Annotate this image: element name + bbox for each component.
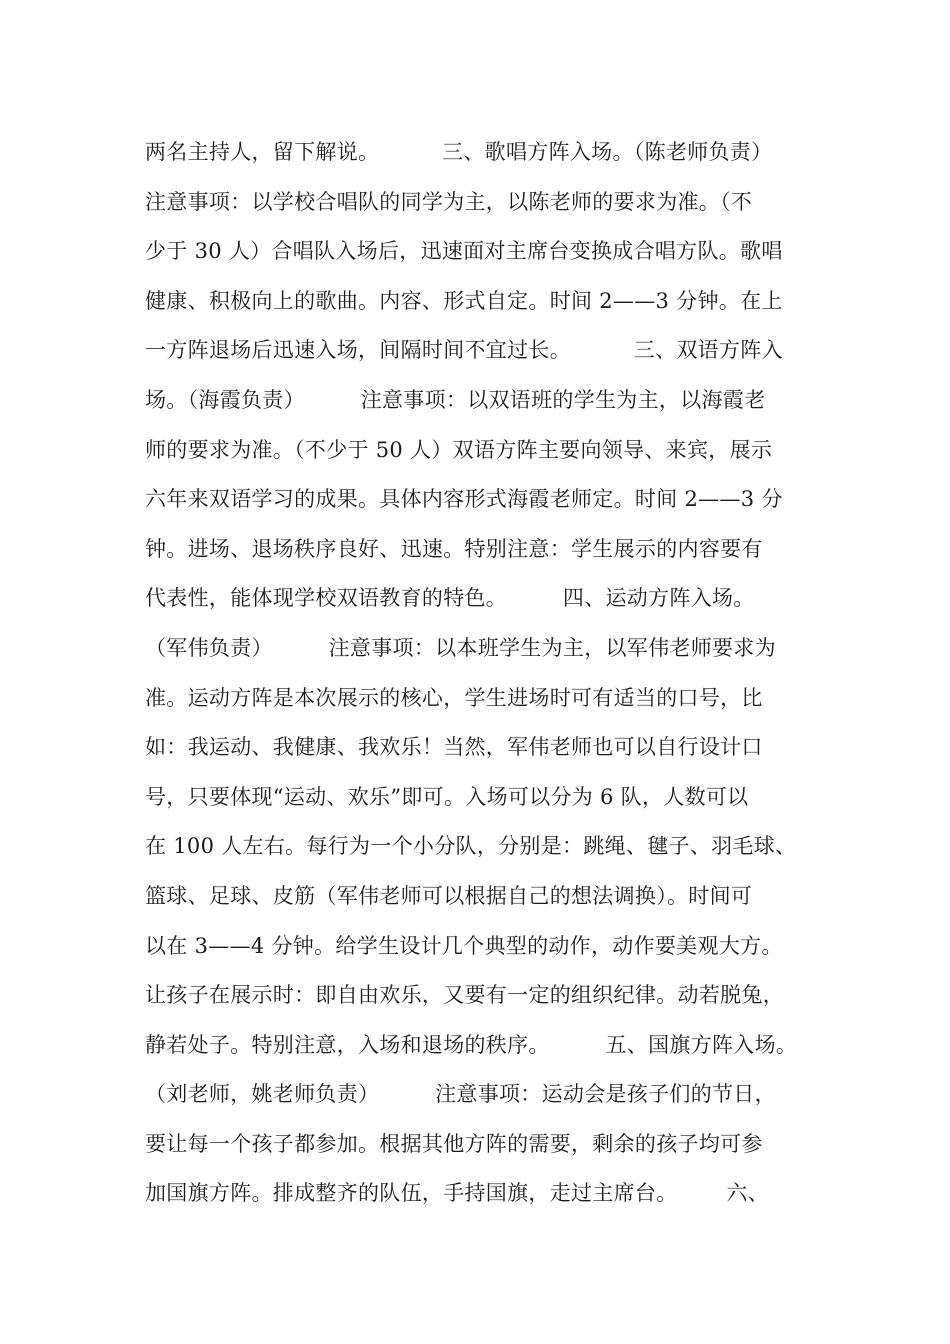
text-line: 钟。进场、退场秩序良好、迅速。特别注意：学生展示的内容要有	[145, 536, 763, 561]
text-line: 号，只要体现“运动、欢乐”即可。入场可以分为 6 队，人数可以	[145, 784, 749, 809]
text-line: 六年来双语学习的成果。具体内容形式海霞老师定。时间 2——3 分	[145, 487, 783, 512]
text-line: 加国旗方阵。排成整齐的队伍，手持国旗，走过主席台。 六、	[145, 1181, 769, 1206]
text-line: 少于 30 人）合唱队入场后，迅速面对主席台变换成合唱方队。歌唱	[145, 239, 783, 264]
text-line: 一方阵退场后迅速入场，间隔时间不宜过长。 三、双语方阵入	[145, 338, 783, 363]
text-line: 健康、积极向上的歌曲。内容、形式自定。时间 2——3 分钟。在上	[145, 288, 783, 313]
text-line: 两名主持人，留下解说。 三、歌唱方阵入场。（陈老师负责）	[145, 140, 773, 164]
text-line: 代表性，能体现学校双语教育的特色。 四、运动方阵入场。	[145, 586, 755, 611]
text-line: 师的要求为准。（不少于 50 人）双语方阵主要向领导、来宾，展示	[145, 437, 773, 462]
text-line: 场。（海霞负责） 注意事项：以双语班的学生为主，以海霞老	[145, 387, 766, 412]
text-line: （军伟负责） 注意事项：以本班学生为主，以军伟老师要求为	[145, 635, 776, 660]
text-line: （刘老师，姚老师负责） 注意事项：运动会是孩子们的节日，	[145, 1082, 776, 1107]
body-text	[145, 128, 825, 1219]
text-line: 要让每一个孩子都参加。根据其他方阵的需要，剩余的孩子均可参	[145, 1131, 763, 1156]
text-line: 注意事项：以学校合唱队的同学为主，以陈老师的要求为准。（不	[145, 189, 753, 214]
text-line: 篮球、足球、皮筋（军伟老师可以根据自己的想法调换）。时间可	[145, 883, 753, 908]
text-line: 在 100 人左右。每行为一个小分队，分别是：跳绳、毽子、羽毛球、	[145, 834, 797, 859]
text-line: 让孩子在展示时：即自由欢乐，又要有一定的组织纪律。动若脱兔，	[145, 983, 784, 1008]
text-line: 如：我运动、我健康、我欢乐！当然，军伟老师也可以自行设计口	[145, 735, 763, 760]
text-line: 静若处子。特别注意，入场和退场的秩序。 五、国旗方阵入场。	[145, 1032, 798, 1057]
text-line: 以在 3——4 分钟。给学生设计几个典型的动作，动作要美观大方。	[145, 933, 783, 958]
text-line: 准。运动方阵是本次展示的核心，学生进场时可有适当的口号，比	[145, 685, 763, 710]
